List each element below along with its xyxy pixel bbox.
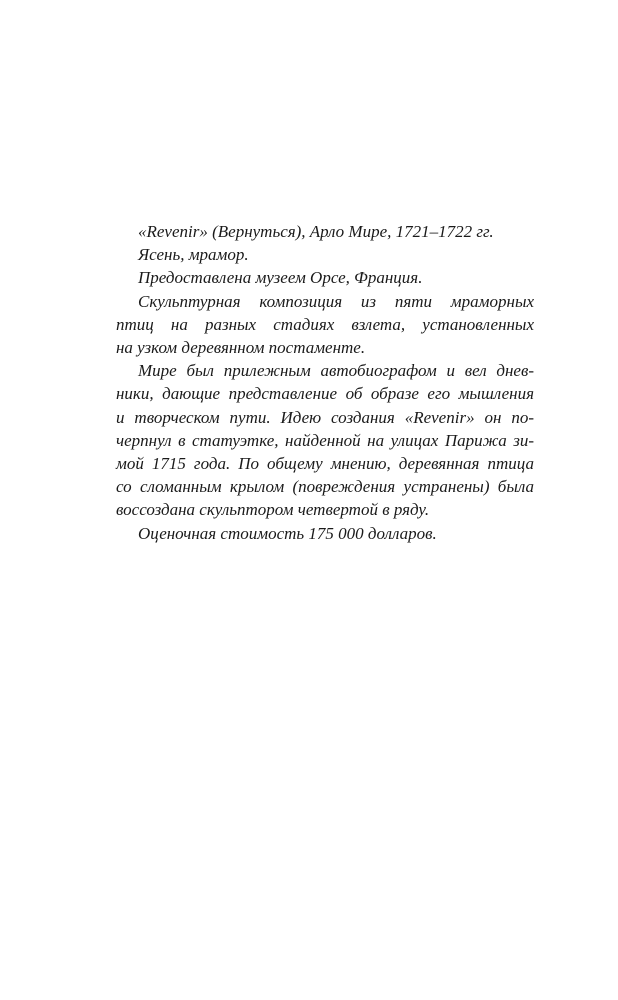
description-line-2: птиц на разных стадиях взлета, установленных [116,314,534,334]
artwork-description [116,220,534,545]
history-line-4: черпнул в статуэтке, найденной на улицах Парижа зи- [116,430,534,450]
artwork-provenance-line: Предоставлена музеем Орсе, Франция. [138,268,423,288]
history-line-7: воссоздана скульптором четвертой в ряду. [116,500,430,520]
description-line-1: Скульптурная композиция из пяти мраморных [138,291,534,311]
artwork-title-line: «Revenir» (Вернуться), Арло Мире, 1721–1722 гг. [138,222,494,241]
history-line-2: ники, дающие представление об образе его мышления [116,384,534,404]
history-line-6: со сломанным крылом (повреждения устранены) была [116,477,534,497]
history-paragraph [116,359,534,521]
history-line-3: и творческом пути. Идею создания «Revenir» он по- [116,407,534,427]
description-line-3: на узком деревянном постаменте. [116,338,366,358]
history-line-5: мой 1715 года. По общему мнению, деревянная птица [116,454,534,474]
description-paragraph [116,290,534,360]
history-line-1: Мире был прилежным автобиографом и вел днев- [138,361,534,381]
valuation-line: Оценочная стоимость 175 000 долларов. [138,523,437,543]
artwork-material-line: Ясень, мрамор. [138,245,249,265]
